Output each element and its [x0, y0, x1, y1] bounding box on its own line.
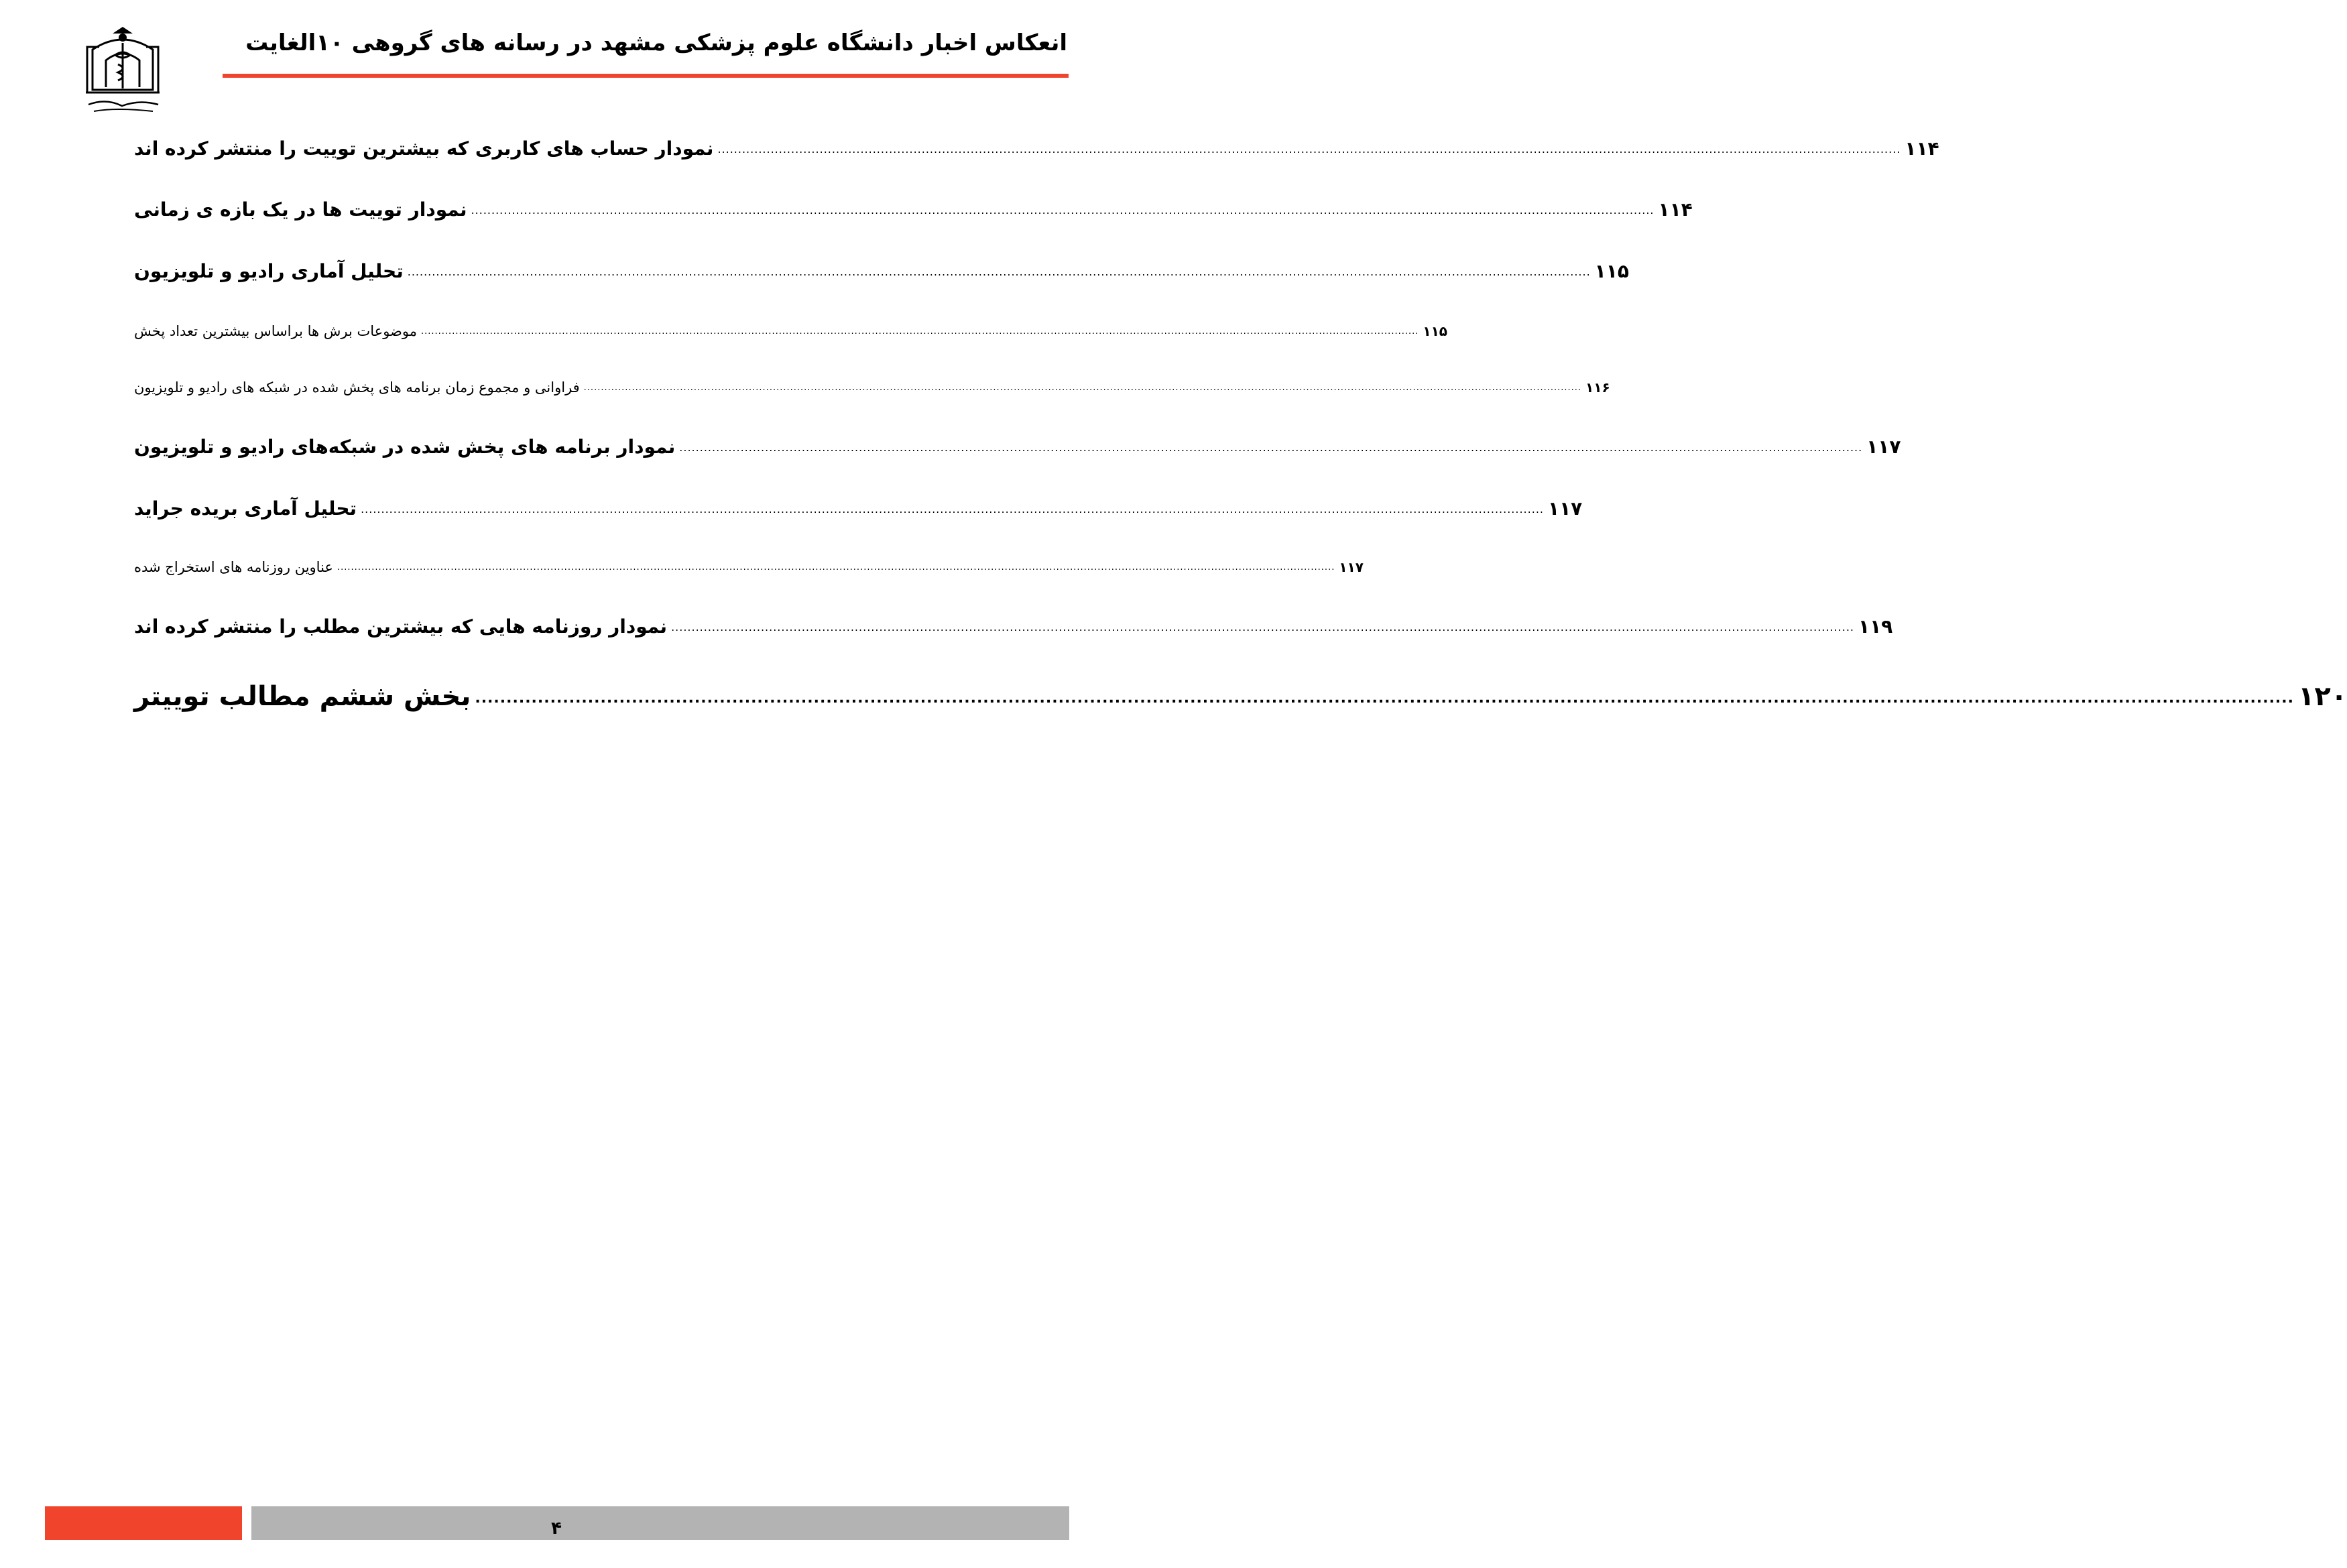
toc-leader-dots: .................................................................................................................................................................................................................................................................................................. — [671, 621, 1854, 634]
toc-entry-page: ۱۱۵ — [1594, 260, 1629, 282]
toc-entry-page: ۱۱۷ — [1866, 436, 1901, 458]
toc-entry-label: بخش ششم مطالب توییتر — [134, 681, 471, 712]
toc-entry-section[interactable] — [134, 681, 2347, 712]
toc-entry-page: ۱۲۰ — [2298, 681, 2347, 712]
toc-entry[interactable] — [134, 615, 1893, 638]
toc-entry-label: نمودار توییت ها در یک بازه ی زمانی — [134, 198, 467, 221]
toc-entry[interactable] — [134, 323, 1447, 339]
toc-entry-page: ۱۱۵ — [1423, 323, 1447, 339]
toc-leader-dots: .................................................................................................................................................................................................................................................................................................. — [475, 690, 2294, 707]
toc-entry-page: ۱۱۶ — [1585, 379, 1610, 396]
toc-entry-label: عناوین روزنامه های استخراج شده — [134, 559, 333, 575]
toc-leader-dots: .................................................................................................................................................................................................................................................................................................. — [337, 562, 1335, 572]
toc-entry-label: نمودار روزنامه هایی که بیشترین مطلب را منتشر کرده اند — [134, 615, 668, 638]
toc-entry[interactable] — [134, 198, 1693, 221]
toc-entry-label: نمودار برنامه های پخش شده در شبکه‌های رادیو و تلویزیون — [134, 436, 676, 458]
toc-leader-dots: .................................................................................................................................................................................................................................................................................................. — [421, 326, 1419, 337]
toc-entry-page: ۱۱۷ — [1547, 497, 1583, 520]
toc-entry-label: تحلیل آماری رادیو و تلویزیون — [134, 260, 404, 282]
toc-entry[interactable] — [134, 559, 1364, 575]
toc-leader-dots: .................................................................................................................................................................................................................................................................................................. — [717, 143, 1901, 156]
toc-entry[interactable] — [134, 260, 1629, 282]
toc-entry[interactable] — [134, 497, 1583, 520]
toc-entry-page: ۱۱۹ — [1858, 615, 1893, 638]
toc-entry-label: فراوانی و مجموع زمان برنامه های پخش شده در شبکه های رادیو و تلویزیون — [134, 379, 580, 396]
toc-entry-page: ۱۱۴ — [1658, 198, 1693, 221]
page-number: ۴ — [551, 1518, 562, 1539]
toc-entry-label: تحلیل آماری بریده جراید — [134, 497, 357, 520]
toc-entry[interactable] — [134, 137, 1939, 160]
toc-entry-label: موضوعات برش ها براساس بیشترین تعداد پخش — [134, 323, 417, 339]
table-of-contents — [134, 0, 2347, 737]
toc-leader-dots: .................................................................................................................................................................................................................................................................................................. — [471, 204, 1654, 217]
toc-entry[interactable] — [134, 436, 1901, 458]
toc-leader-dots: .................................................................................................................................................................................................................................................................................................. — [361, 503, 1544, 516]
document-title: انعکاس اخبار دانشگاه علوم پزشکی مشهد در رسانه های گروهی ۱۰الغایت — [245, 29, 1067, 56]
toc-entry-page: ۱۱۴ — [1905, 137, 1939, 160]
toc-leader-dots: .................................................................................................................................................................................................................................................................................................. — [583, 383, 1582, 393]
footer-gray-bar — [251, 1506, 1069, 1540]
toc-entry-page: ۱۱۷ — [1339, 559, 1364, 575]
footer-accent-bar — [45, 1506, 242, 1540]
toc-leader-dots: .................................................................................................................................................................................................................................................................................................. — [407, 265, 1591, 278]
toc-entry[interactable] — [134, 379, 1610, 396]
toc-leader-dots: .................................................................................................................................................................................................................................................................................................. — [679, 441, 1863, 454]
toc-entry-label: نمودار حساب های کاربری که بیشترین توییت را منتشر کرده اند — [134, 137, 714, 160]
